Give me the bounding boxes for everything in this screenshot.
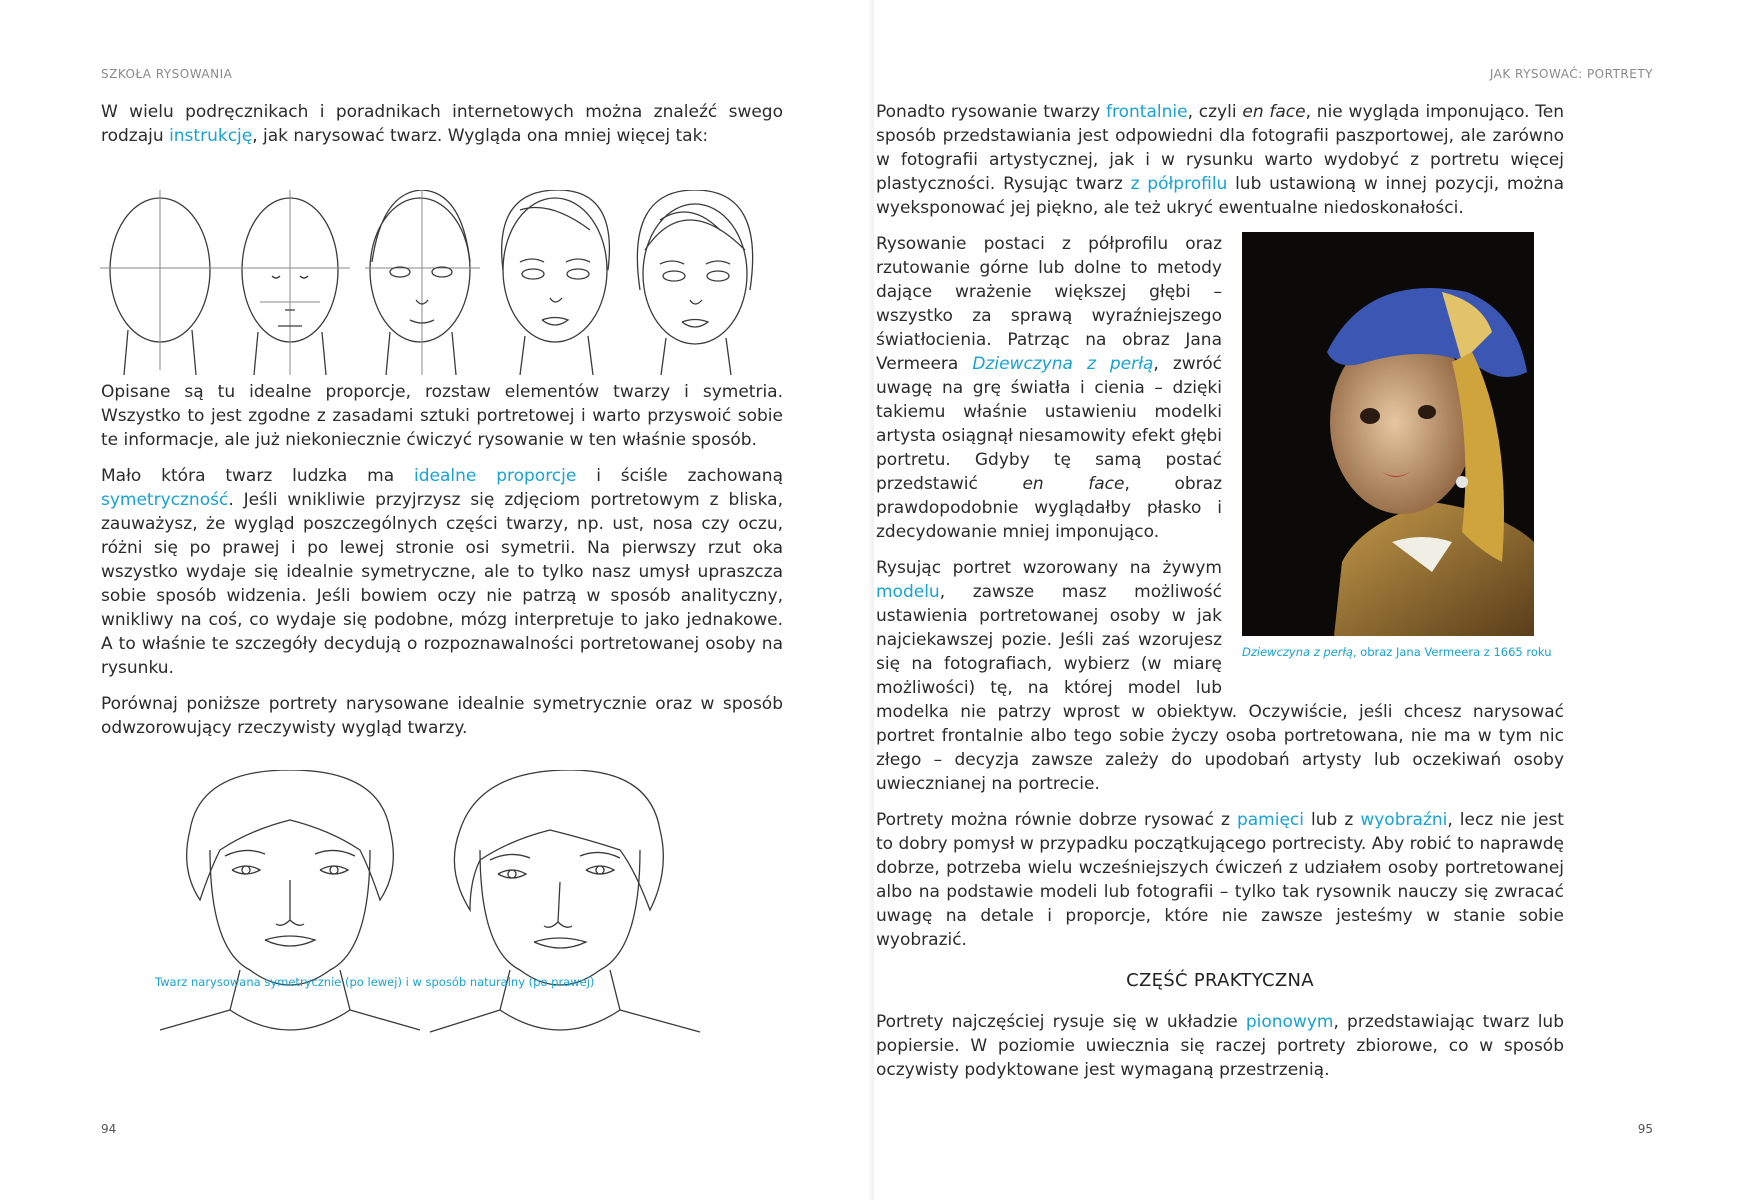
link-z-polprofilu[interactable]: z półprofilu	[1130, 174, 1228, 194]
link-pamieci[interactable]: pamięci	[1236, 810, 1304, 830]
paragraph: Ponadto rysowanie twarzy frontalnie, czyli en face, nie wygląda imponująco. Ten sposób przedstawiania jest odpowiedni dla fotografii paszportowej, ale zarówno w fotografii artystycznej, jak i w rysunku warto wydobyć z portretu więcej plastyczności. Rysując twarz z półprofilu lub ustawioną w innej pozycji, można wyeksponować jej piękno, ale też ukryć ewentualne niedoskonałości.	[876, 102, 1564, 218]
symmetric-vs-natural-portraits-drawing	[150, 770, 710, 1060]
page-number-right: 95	[1637, 1122, 1653, 1136]
paragraph: Rysując portret wzorowany na żywym modelu, zawsze masz możliwość ustawienia portretowanej osoby w jak najciekawszej pozie. Jeśli zaś wzorujesz się na fotografiach, wybierz (w miarę możliwości) tę, na której model lub modelka nie patrzy wprost w obiektyw. Oczywiście, jeśli chcesz narysować portret frontalnie albo tego sobie życzy osoba portretowana, nie ma w tym nic złego – decyzja zawsze zależy do upodobań artysty lub oczekiwań osoby uwiecznianej na portrecie.	[876, 558, 1564, 794]
figure-caption-left: Twarz narysowana symetrycznie (po lewej) i w sposób naturalny (po prawej)	[155, 975, 595, 989]
paragraph: Mało która twarz ludzka ma idealne proporcje i ściśle zachowaną symetryczność. Jeśli wnikliwie przyjrzysz się zdjęciom portretowym z bliska, zauważysz, że wygląd poszczególnych części twarzy, np. ust, nosa czy oczu, różni się po prawej i po lewej stronie osi symetrii. Na pierwszy rzut oka wszystko wydaje się idealnie symetryczne, ale to tylko nasz umysł upraszcza sobie sposób widzenia. Jeśli bowiem oczy nie patrzą w sposób analityczny, wnikliwy na coś, co wydaje się podobne, mózg interpretuje to jako jednakowe. A to właśnie te szczegóły decydują o rozpoznawalności portretowanej osoby na rysunku.	[101, 466, 783, 678]
running-head-left: SZKOŁA RYSOWANIA	[101, 67, 233, 81]
section-heading: CZĘŚĆ PRAKTYCZNA	[1126, 970, 1314, 991]
right-body	[876, 100, 1564, 964]
running-head-right: JAK RYSOWAĆ: PORTRETY	[1489, 67, 1653, 81]
paragraph: W wielu podręcznikach i poradnikach internetowych można znaleźć swego rodzaju instrukcję, jak narysować twarz. Wygląda ona mniej więcej tak:	[101, 102, 783, 146]
paragraph: Portrety można równie dobrze rysować z pamięci lub z wyobraźni, lecz nie jest to dobry pomysł w przypadku początkującego portrecisty. Aby robić to naprawdę dobrze, potrzeba wielu wcześniejszych ćwiczeń z udziałem osoby portretowanej albo na podstawie modeli lub fotografii – tylko tak rysownik nauczy się zwracać uwagę na detale i proporcje, które nie zawsze jesteśmy w stanie sobie wyobrazić.	[876, 810, 1564, 950]
girl-with-pearl-earring-painting	[1242, 232, 1534, 636]
right-final-paragraph	[876, 1010, 1564, 1094]
link-symetrycznosc[interactable]: symetryczność	[101, 490, 229, 510]
page-number-left: 94	[101, 1122, 117, 1136]
face-construction-steps-drawing	[100, 190, 790, 380]
link-dziewczyna-z-perla[interactable]: Dziewczyna z perłą	[972, 354, 1154, 374]
figure-caption-right: Dziewczyna z perłą, obraz Jana Vermeera z 1665 roku	[1242, 645, 1552, 659]
link-idealne-proporcje[interactable]: idealne proporcje	[413, 466, 577, 486]
paragraph: Rysowanie postaci z półprofilu oraz rzutowanie górne lub dolne to metody dające wrażenie większej głębi – wszystko za sprawą wyraźniejszego światłocienia. Patrząc na obraz Jana Vermeera Dziewczyna z perłą, zwróć uwagę na grę światła i cienia – dzięki takiemu właśnie ustawieniu modelki artysta osiągnął niesamowity efekt głębi portretu. Gdyby tę samą postać przedstawić en face, obraz prawdopodobnie wyglądałby płasko i zdecydowanie mniej imponująco.	[876, 234, 1223, 542]
left-page	[0, 0, 873, 1200]
left-intro	[101, 100, 783, 160]
paragraph: Opisane są tu idealne proporcje, rozstaw elementów twarzy i symetria. Wszystko to jest zgodne z zasadami sztuki portretowej i warto przyswoić sobie te informacje, ale już niekoniecznie ćwiczyć rysowanie w ten właśnie sposób.	[101, 382, 783, 450]
link-pionowym[interactable]: pionowym	[1245, 1012, 1334, 1032]
link-modelu[interactable]: modelu	[876, 582, 940, 602]
link-wyobrazni[interactable]: wyobraźni	[1360, 810, 1448, 830]
link-frontalnie[interactable]: frontalnie	[1106, 102, 1188, 122]
paragraph: Portrety najczęściej rysuje się w układzie pionowym, przedstawiając twarz lub popiersie. W poziomie uwiecznia się raczej portrety zbiorowe, co w sposób oczywisty podyktowane jest wymaganą przestrzenią.	[876, 1012, 1564, 1080]
vermeer-figure	[1242, 232, 1564, 682]
left-body	[101, 380, 783, 752]
link-instrukcje[interactable]: instrukcję	[169, 126, 253, 146]
right-page	[874, 0, 1747, 1200]
paragraph: Porównaj poniższe portrety narysowane idealnie symetrycznie oraz w sposób odwzorowujący rzeczywisty wygląd twarzy.	[101, 694, 783, 738]
